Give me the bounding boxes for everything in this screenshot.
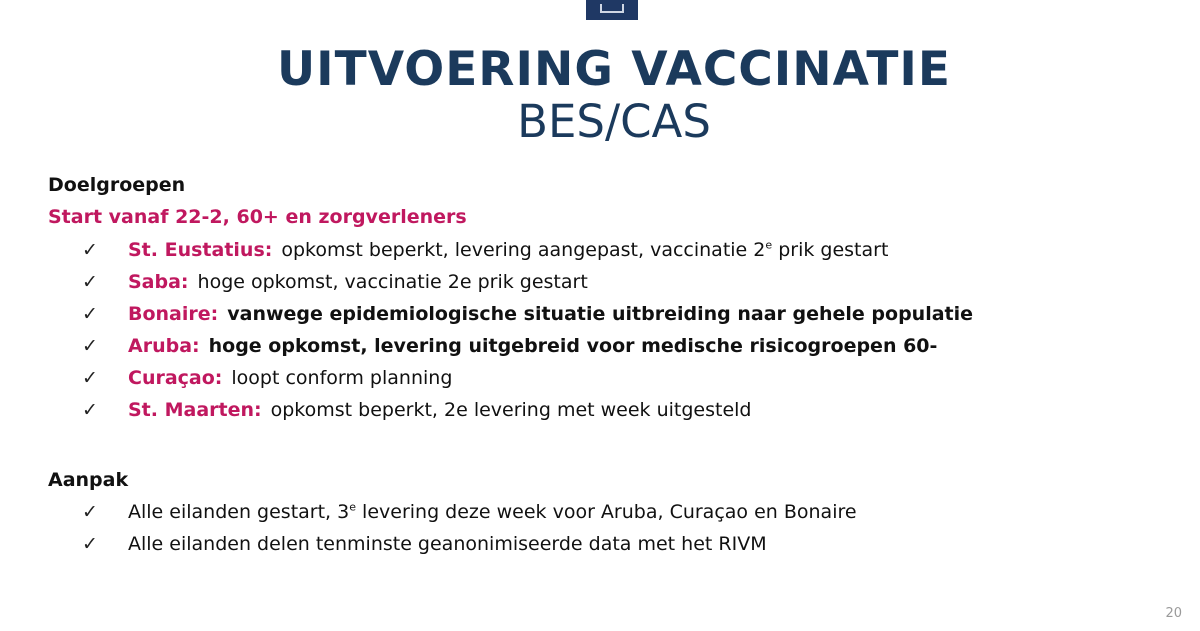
check-icon: ✓ [82, 533, 98, 555]
list-item [82, 394, 973, 426]
aanpak-heading: Aanpak [48, 469, 129, 491]
check-icon: ✓ [82, 399, 98, 421]
item-text: Alle eilanden gestart, 3e levering deze week voor Aruba, Curaçao en Bonaire [128, 500, 857, 523]
aanpak-list [82, 496, 857, 560]
island-label: Aruba: [128, 335, 200, 357]
island-label: Saba: [128, 271, 189, 293]
island-label: St. Eustatius: [128, 239, 273, 261]
list-item [82, 362, 973, 394]
slide-subtitle: BES/CAS [517, 95, 711, 148]
page-number: 20 [1165, 606, 1182, 621]
check-icon: ✓ [82, 271, 98, 293]
slide-title: UITVOERING VACCINATIE [276, 42, 952, 97]
item-text: hoge opkomst, vaccinatie 2e prik gestart [197, 271, 588, 293]
list-item [82, 298, 973, 330]
doelgroepen-list [82, 234, 973, 426]
check-icon: ✓ [82, 303, 98, 325]
list-item [82, 496, 857, 528]
island-label: St. Maarten: [128, 399, 262, 421]
item-text: opkomst beperkt, 2e levering met week uitgesteld [270, 399, 752, 421]
island-label: Curaçao: [128, 367, 223, 389]
doelgroepen-heading: Doelgroepen [48, 174, 186, 196]
logo-icon [600, 4, 624, 13]
item-text: Alle eilanden delen tenminste geanonimiseerde data met het RIVM [128, 533, 767, 555]
check-icon: ✓ [82, 239, 98, 261]
island-label: Bonaire: [128, 303, 219, 325]
check-icon: ✓ [82, 501, 98, 523]
item-text: vanwege epidemiologische situatie uitbreiding naar gehele populatie [227, 303, 974, 325]
start-line: Start vanaf 22-2, 60+ en zorgverleners [48, 206, 467, 228]
list-item [82, 234, 973, 266]
list-item [82, 266, 973, 298]
logo-tab [586, 0, 638, 20]
item-text: loopt conform planning [231, 367, 453, 389]
check-icon: ✓ [82, 367, 98, 389]
check-icon: ✓ [82, 335, 98, 357]
list-item [82, 528, 857, 560]
list-item [82, 330, 973, 362]
item-text: opkomst beperkt, levering aangepast, vaccinatie 2e prik gestart [281, 238, 889, 261]
item-text: hoge opkomst, levering uitgebreid voor medische risicogroepen 60- [208, 335, 938, 357]
